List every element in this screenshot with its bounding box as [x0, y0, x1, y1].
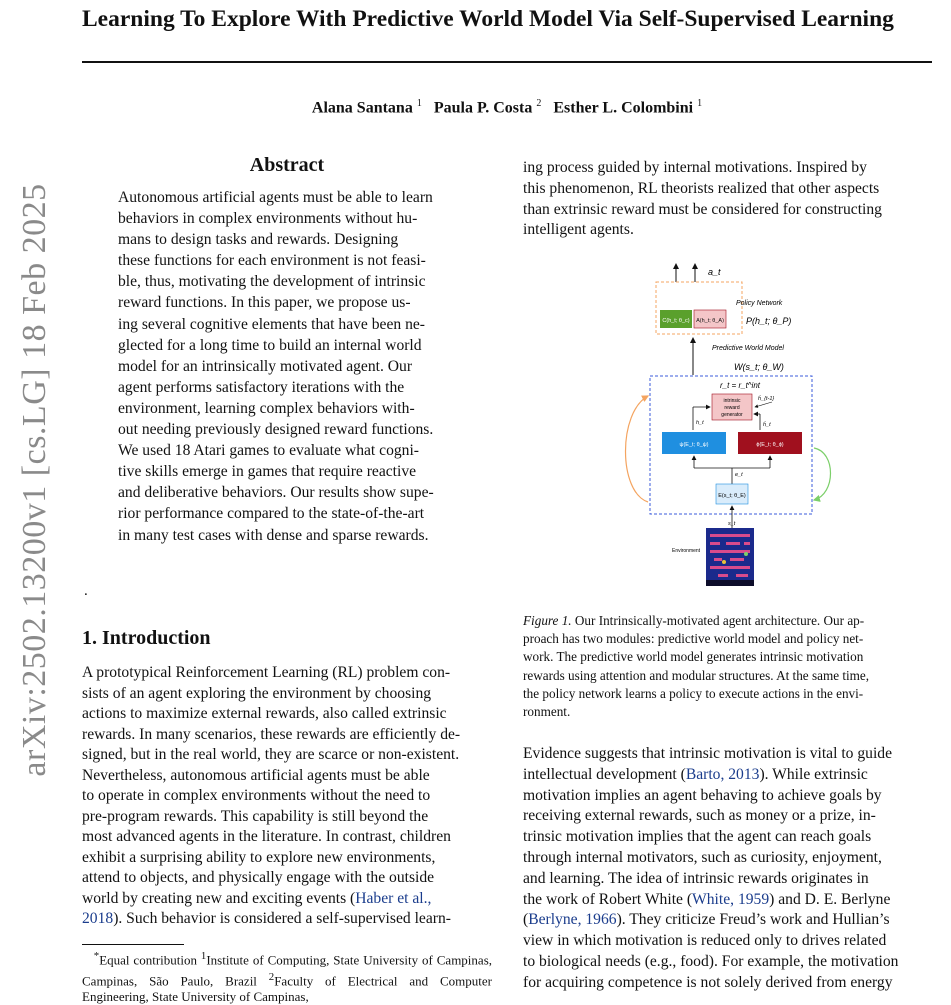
abstract-line: behaviors in complex environments without hu- [118, 210, 418, 228]
introduction-body [82, 663, 492, 930]
body-text: the work of Robert White ( [523, 890, 693, 908]
action-label: a_t [708, 267, 721, 277]
caption-line: work. The predictive world model generates intrinsic motivation [523, 649, 864, 665]
intro-line: A prototypical Reinforcement Learning (RL) problem con- [82, 664, 451, 681]
s-label: s_t [728, 521, 736, 527]
intro-line: pre-program rewards. This capability is still beyond the [82, 807, 429, 825]
irg-label-line: generator [721, 412, 743, 418]
abstract-line: out needing previously designed reward functions. [118, 421, 434, 439]
reward-formula: r_t = r_t^int [720, 381, 760, 390]
abstract-heading: Abstract [249, 154, 325, 176]
feedback-arrow-left [626, 396, 649, 502]
e-label: e_t [735, 472, 743, 478]
intro-line: to operate in complex environments without the need to [82, 787, 431, 804]
intro-line: sists of an agent exploring the environment by choosing [82, 684, 432, 702]
irg-label-line: reward [724, 405, 740, 411]
intro-line: most advanced agents in the literature. In contrast, children [82, 828, 451, 845]
policy-formula: P(h_t; θ_P) [746, 316, 792, 326]
body-line [523, 890, 933, 911]
abstract-line: glected for a long time to build an internal world [118, 336, 422, 354]
body-text: intellectual development ( [523, 765, 686, 783]
intro-line: signed, but in the real world, they are scarce or non-existent. [82, 746, 460, 763]
h-label: h_t [696, 420, 704, 426]
body-text: ). They criticize Freud’s work and Hullian’s [616, 911, 890, 929]
abstract-line: environment, learning complex behaviors with- [118, 399, 415, 417]
figure-architecture [600, 262, 860, 592]
intro-line: actions to maximize external rewards, also called extrinsic [82, 705, 447, 722]
author-affiliation: 1 [697, 98, 703, 109]
abstract-line: tive skills emerge in games that require reactive [118, 463, 417, 481]
right-column-paragraph-2 [523, 744, 933, 994]
encoder-label: E(s_t; θ_E) [718, 493, 746, 499]
body-line [523, 765, 933, 786]
title-rule [82, 61, 932, 63]
feedback-arrow-right [814, 448, 831, 500]
caption-line: rewards using attention and modular structures. At the same time, [523, 667, 870, 683]
body-text: ). While extrinsic [759, 765, 868, 783]
caption-line: proach has two modules: predictive world model and policy net- [523, 631, 864, 647]
body-line: receiving external rewards, such as money or a prize, in- [523, 807, 876, 825]
atari-game-frame [706, 528, 754, 586]
critic-box-label: C(h_t; θ_c) [662, 318, 690, 324]
intro-line [82, 889, 492, 910]
citation-link-berlyne[interactable]: Berlyne, 1966 [528, 911, 617, 929]
citation-link-white[interactable]: White, 1959 [692, 890, 770, 908]
intro-line: Nevertheless, autonomous artificial agents must be able [82, 766, 430, 784]
intro-line-text: ). Such behavior is considered a self-supervised learn- [113, 910, 451, 927]
abstract-line: reward functions. In this paper, we propose us- [118, 294, 411, 312]
author-affiliation: 1 [416, 98, 422, 109]
citation-link-haber-year[interactable]: 2018 [82, 910, 114, 927]
footnote-text: Equal contribution [99, 952, 201, 968]
policy-network-label: Policy Network [736, 300, 783, 307]
author-name: Esther L. Colombini [553, 99, 694, 117]
footnote-mark: 2 [268, 970, 275, 983]
arxiv-sidebar [10, 110, 60, 850]
intro-line: exhibit a surprising ability to explore new environments, [82, 848, 436, 866]
predictive-world-model-label: Predictive World Model [712, 345, 784, 352]
body-line: than extrinsic reward must be considered for constructing [523, 200, 882, 218]
abstract-line: these functions for each environment is not feasi- [118, 252, 426, 270]
footnote-mark: * [93, 950, 100, 962]
abstract-line: agent performs satisfactory iterations with the [118, 378, 405, 396]
author-name: Paula P. Costa [433, 99, 533, 117]
caption-line: the policy network learns a policy to execute actions in the envi- [523, 685, 864, 701]
footnote-mark: 1 [200, 950, 207, 962]
abstract-line: mans to design tasks and rewards. Designing [118, 231, 399, 249]
right-column-paragraph [523, 158, 933, 241]
prev-prediction-arrow [755, 402, 772, 407]
irg-label-line: intrinsic [723, 398, 741, 404]
h-hat-prev-label: ĥ_{t-1} [758, 396, 775, 402]
abstract-line: in many test cases with dense and sparse rewards. [118, 526, 429, 544]
footnote [82, 948, 492, 1005]
caption-label: Figure 1. [523, 613, 572, 628]
footnote-text: Faculty of Electrical and Computer Engineering, State University of Campinas, [82, 972, 492, 1005]
body-line: Evidence suggests that intrinsic motivation is vital to guide [523, 745, 892, 762]
intro-line: rewards. In many scenarios, these rewards are efficiently de- [82, 725, 461, 743]
abstract-body [118, 187, 460, 546]
phi-module-label: ϕ(E_t; θ_ϕ) [756, 442, 784, 448]
citation-link-barto[interactable]: Barto, 2013 [685, 765, 760, 783]
actor-box-label: A(h_t; θ_A) [696, 318, 724, 324]
caption-line: ronment. [523, 704, 571, 720]
arxiv-identifier: arXiv:2502.13200v1 [cs.LG] 18 Feb 2025 [16, 183, 53, 777]
paper-title: Learning To Explore With Predictive World Model Via Self-Supervised Learning [82, 6, 894, 32]
intro-line [82, 909, 492, 930]
body-line: through internal motivators, such as curiosity, enjoyment, [523, 848, 882, 866]
body-line: trinsic motivation implies that the agent can reach goals [523, 828, 872, 846]
body-line: motivation implies an agent behaving to achieve goals by [523, 786, 882, 804]
abstract-line: rior performance compared to the state-of-the-art [118, 505, 425, 523]
body-line: to biological needs (e.g., food). For example, the motivation [523, 952, 899, 970]
stray-period: . [84, 583, 88, 599]
abstract-line: model for an intrinsically motivated agent. Our [118, 357, 413, 375]
section-heading-introduction: 1. Introduction [82, 627, 211, 649]
body-line: and learning. The idea of intrinsic rewards originates in [523, 869, 869, 887]
body-line: intelligent agents. [523, 221, 634, 239]
psi-module-label: ψ(E_t; θ_ψ) [679, 442, 709, 448]
body-line: view in which motivation is reduced only to drives related [523, 932, 887, 950]
author-affiliation: 2 [536, 98, 542, 109]
footnote-text: Institute of Computing, State University of Campinas, Campinas, São Paulo, Brazil [82, 952, 492, 988]
environment-label: Environment [672, 548, 701, 554]
abstract-line: ing several cognitive elements that have been ne- [118, 315, 425, 333]
body-line: ing process guided by internal motivations. Inspired by [523, 159, 867, 176]
intro-line-text: world by creating new and exciting events ( [82, 889, 356, 907]
caption-line [523, 612, 933, 630]
intro-line: attend to objects, and physically engage with the outside [82, 869, 435, 886]
abstract-line: ble, thus, motivating the development of intrinsic [118, 273, 426, 291]
caption-text: Our Intrinsically-motivated agent architecture. Our ap- [574, 613, 865, 628]
body-line: for acquiring competence is not solely derived from energy [523, 973, 893, 991]
architecture-diagram [600, 262, 860, 592]
body-line [523, 910, 933, 931]
citation-link-haber[interactable]: Haber et al., [355, 889, 432, 907]
author-name: Alana Santana [311, 99, 413, 117]
author-list [82, 98, 932, 117]
h-hat-label: ĥ_t [763, 422, 771, 428]
abstract-line: Autonomous artificial agents must be able to learn [118, 189, 433, 206]
body-text: ( [523, 911, 529, 929]
footnote-rule [82, 944, 184, 945]
world-model-formula: W(s_t; θ_W) [734, 362, 784, 372]
abstract-line: and deliberative behaviors. Our results show supe- [118, 484, 434, 502]
abstract-line: We used 18 Atari games to evaluate what cogni- [118, 442, 419, 460]
body-line: this phenomenon, RL theorists realized that other aspects [523, 179, 880, 197]
body-text: ) and D. E. Berlyne [769, 890, 891, 908]
figure-caption [523, 612, 933, 721]
